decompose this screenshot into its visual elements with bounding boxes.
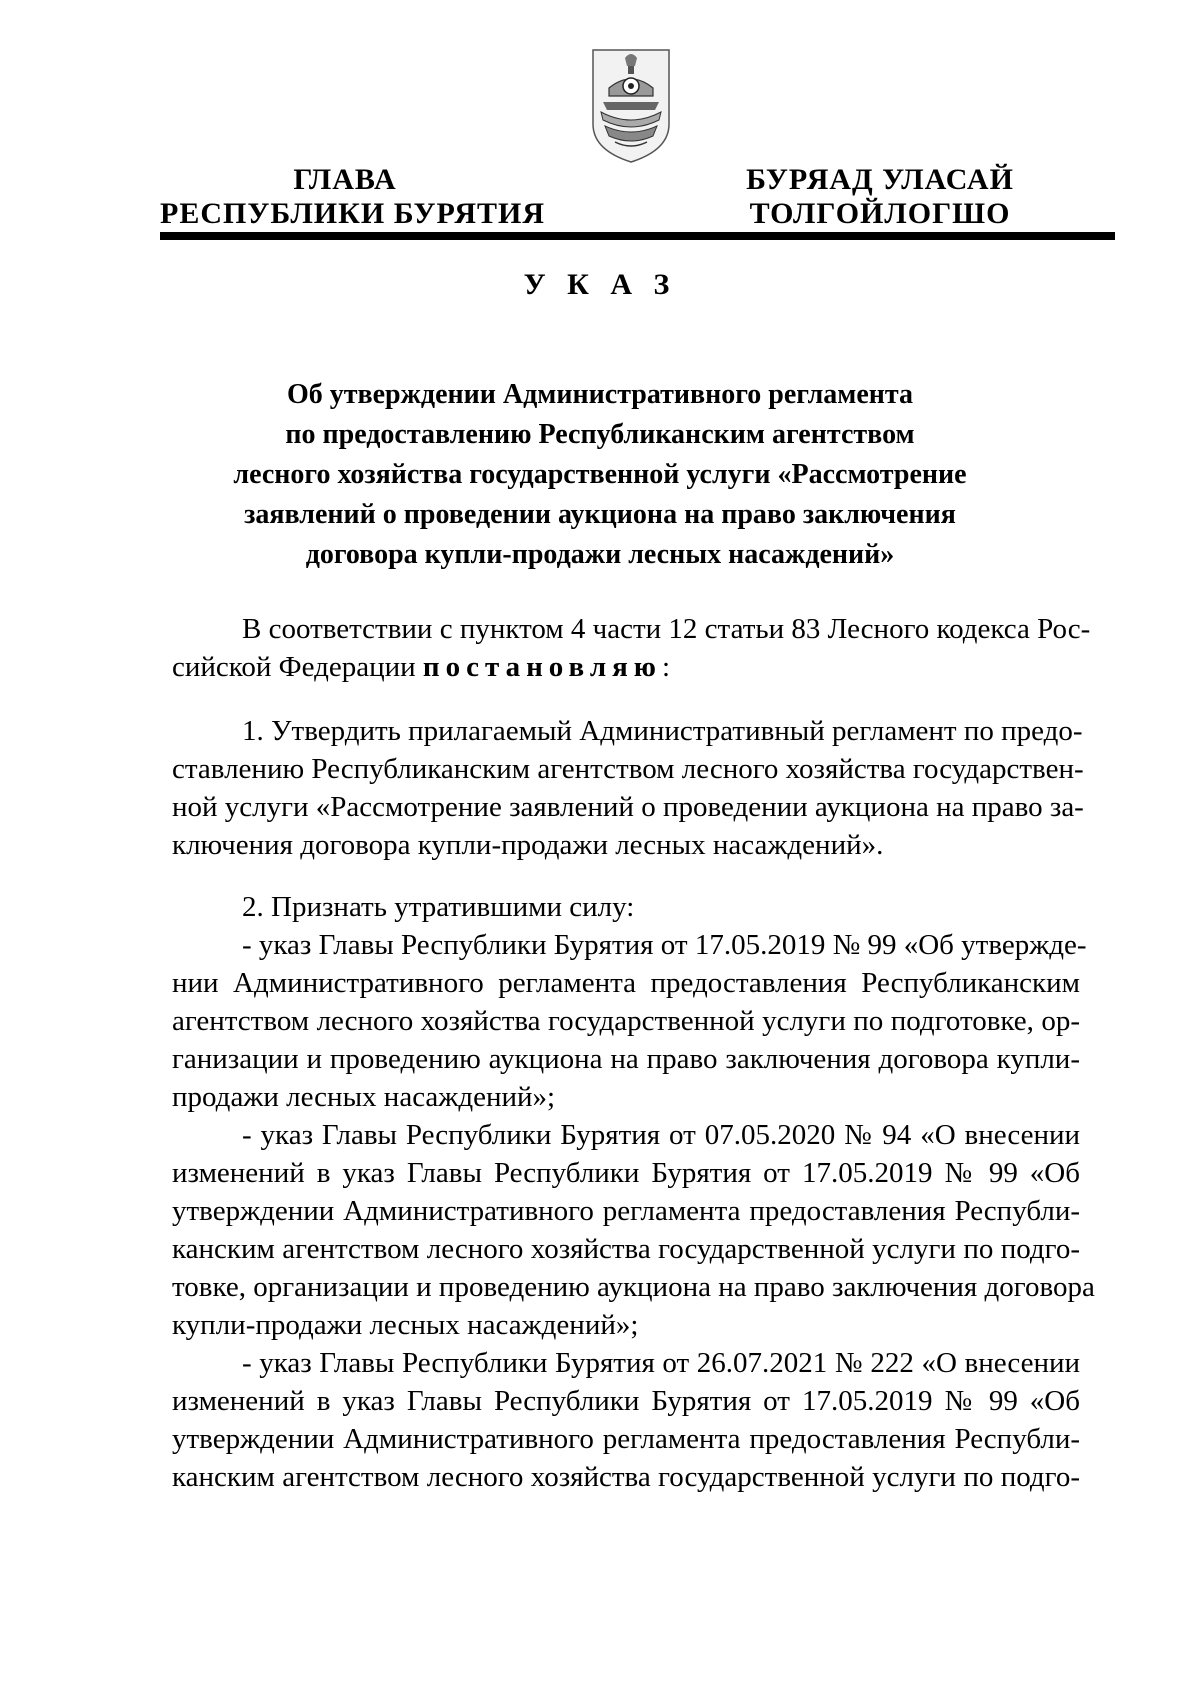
header-left-line: РЕСПУБЛИКИ БУРЯТИЯ bbox=[160, 197, 546, 230]
title-line: договора купли-продажи лесных насаждений» bbox=[305, 539, 895, 570]
item-1-paragraph bbox=[172, 712, 1084, 864]
text-line: ставлению Республиканским агентством лесного хозяйства государствен- bbox=[172, 753, 1084, 785]
text-line: изменений в указ Главы Республики Бурятия от 17.05.2019 № 99 «Об bbox=[172, 1157, 1080, 1189]
text-line: 2. Признать утратившими силу: bbox=[242, 891, 635, 923]
text-line: утверждении Административного регламента предоставления Республи- bbox=[172, 1423, 1080, 1455]
text-fragment: : bbox=[661, 651, 671, 683]
text-fragment: сийской Федерации bbox=[172, 651, 423, 683]
decree-word: постановляю bbox=[422, 651, 662, 683]
text-line: нии Административного регламента предоставления Республиканским bbox=[172, 967, 1080, 999]
text-line: купли-продажи лесных насаждений»; bbox=[172, 1309, 639, 1341]
document-title bbox=[200, 375, 1000, 575]
header-left bbox=[160, 163, 546, 231]
text-line: утверждении Административного регламента предоставления Республи- bbox=[172, 1195, 1080, 1227]
document-type: У К А З bbox=[523, 268, 677, 301]
text-line: - указ Главы Республики Бурятия от 26.07.2021 № 222 «О внесении bbox=[242, 1347, 1080, 1379]
text-line: 1. Утвердить прилагаемый Административный регламент по предо- bbox=[242, 715, 1083, 747]
text-line: ключения договора купли-продажи лесных насаждений». bbox=[172, 829, 884, 861]
preamble-paragraph bbox=[172, 610, 1091, 686]
text-line: В соответствии с пунктом 4 части 12 статьи 83 Лесного кодекса Рос- bbox=[242, 613, 1091, 645]
text-line: канским агентством лесного хозяйства государственной услуги по подго- bbox=[172, 1233, 1080, 1265]
text-line: канским агентством лесного хозяйства государственной услуги по подго- bbox=[172, 1461, 1080, 1493]
text-line: продажи лесных насаждений»; bbox=[172, 1081, 556, 1113]
coat-of-arms-icon bbox=[585, 46, 677, 166]
text-line: изменений в указ Главы Республики Бурятия от 17.05.2019 № 99 «Об bbox=[172, 1385, 1080, 1417]
header-divider bbox=[160, 232, 1115, 240]
text-line: ганизации и проведению аукциона на право заключения договора купли- bbox=[172, 1043, 1080, 1075]
text-line: ной услуги «Рассмотрение заявлений о проведении аукциона на право за- bbox=[172, 791, 1084, 823]
header-right-line: ТОЛГОЙЛОГШО bbox=[749, 197, 1011, 230]
title-line: Об утверждении Административного регламента bbox=[286, 379, 914, 410]
header-right-line: БУРЯАД УЛАСАЙ bbox=[746, 163, 1014, 196]
text-line: - указ Главы Республики Бурятия от 07.05.2020 № 94 «О внесении bbox=[242, 1119, 1080, 1151]
header-left-line: ГЛАВА bbox=[293, 163, 397, 196]
title-line: по предоставлению Республиканским агентством bbox=[285, 419, 915, 450]
text-line: - указ Главы Республики Бурятия от 17.05.2019 № 99 «Об утвержде- bbox=[242, 929, 1087, 961]
header-right bbox=[730, 163, 1030, 231]
text-line: агентством лесного хозяйства государственной услуги по подготовке, ор- bbox=[172, 1005, 1080, 1037]
text-line bbox=[172, 648, 1080, 686]
text-line: товке, организации и проведению аукциона на право заключения договора bbox=[172, 1271, 1095, 1303]
item-2-paragraph bbox=[172, 888, 1095, 1496]
title-line: лесного хозяйства государственной услуги «Рассмотрение bbox=[233, 459, 967, 490]
title-line: заявлений о проведении аукциона на право заключения bbox=[244, 499, 956, 530]
